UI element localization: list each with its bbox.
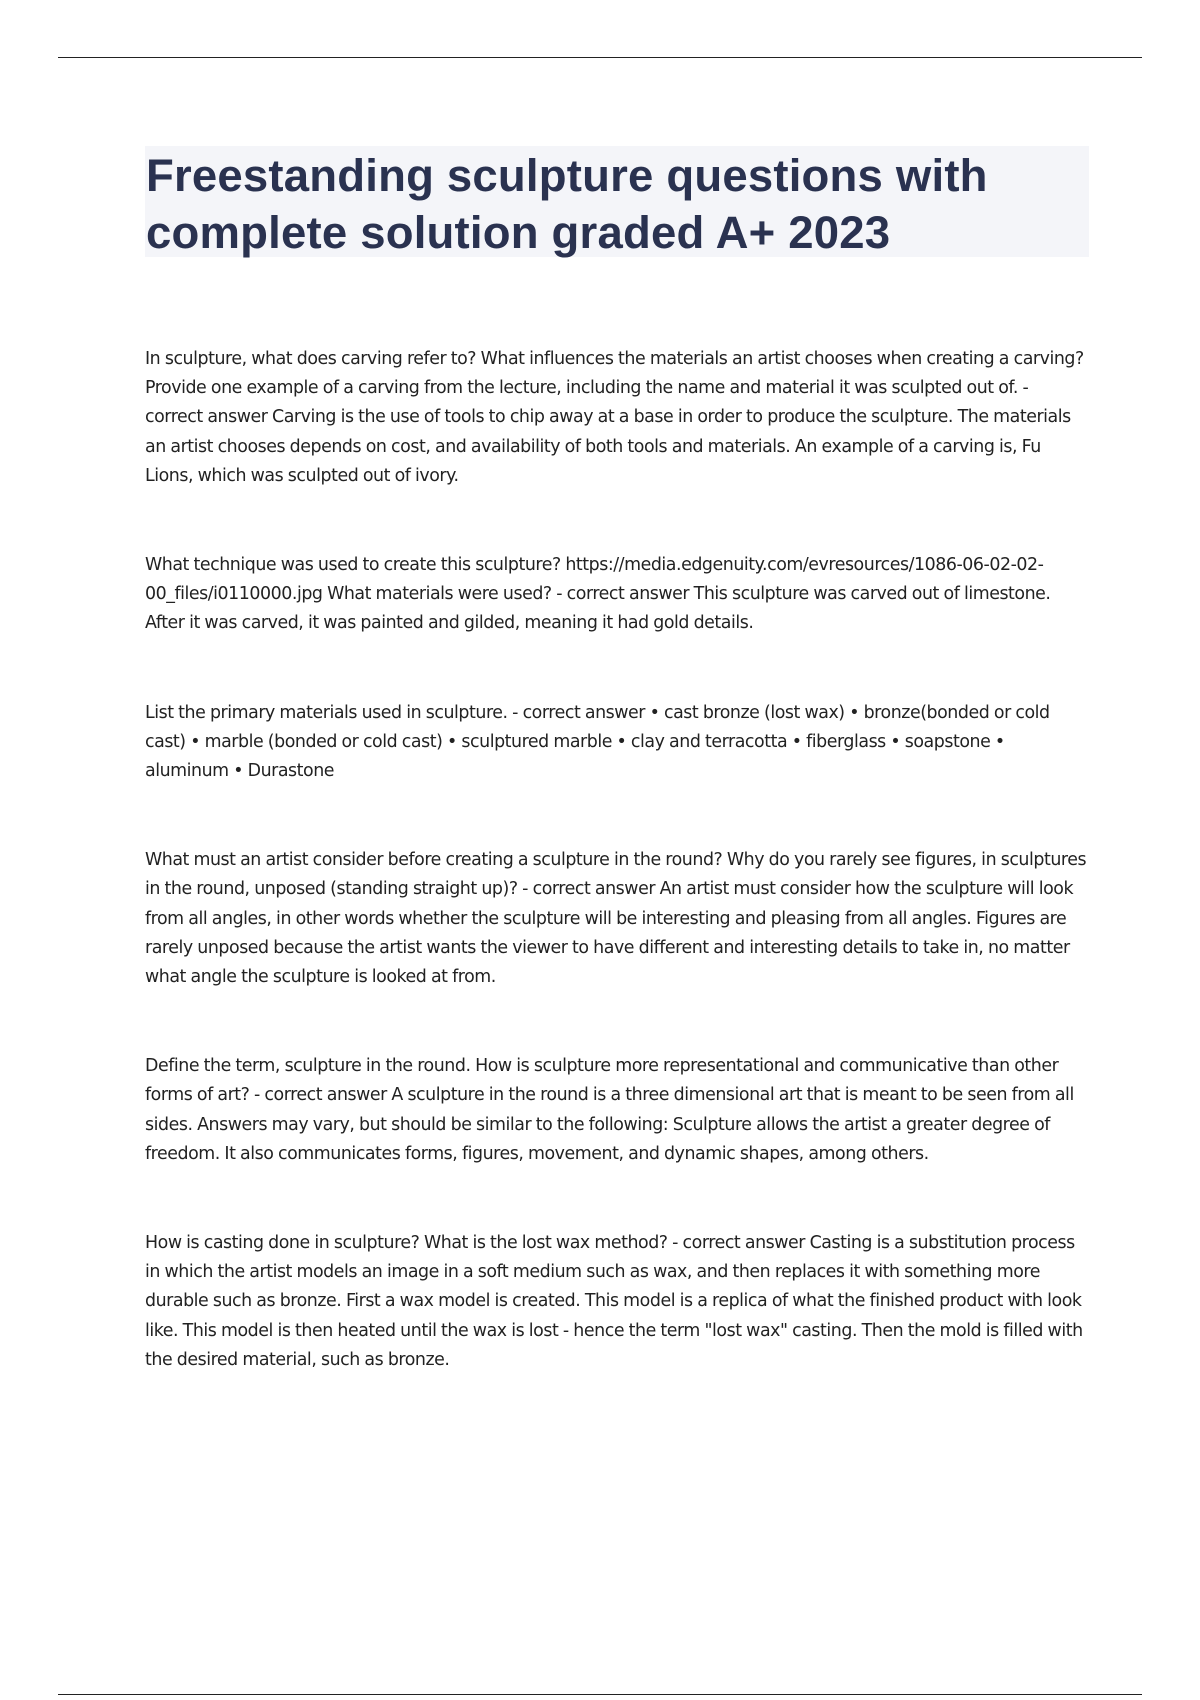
document-title: Freestanding sculpture questions with complete solution graded A+ 2023 [146,150,988,258]
qa-entry-technique: What technique was used to create this sculpture? https://media.edgenuity.com/evresources/1086-06-02-02-00_files/i0110000.jpg What materials were used? - correct answer This sculpture was carved out of limestone. After it was carved, it was painted and gilded, meaning it had gold details. [145,555,1051,634]
qa-entry-in-the-round-define: Define the term, sculpture in the round. How is sculpture more representational and communicative than other forms of art? - correct answer A sculpture in the round is a three dimensional art that is meant to be seen from all sides. Answers may vary, but should be similar to the following: Sculpture allows the artist a greater degree of freedom. It also communicates forms, figures, movement, and dynamic shapes, among others. [145,1056,1074,1164]
qa-entry-materials: List the primary materials used in sculpture. - correct answer • cast bronze (lost wax) • bronze(bonded or cold cast) • marble (bonded or cold cast) • sculptured marble • clay and terracotta • fiberglass • soapstone • aluminum • Durastone [145,702,1050,782]
question-answer-list [145,345,1090,1435]
qa-entry-in-the-round-consider: What must an artist consider before creating a sculpture in the round? Why do you rarely see figures, in sculptures in the round, unposed (standing straight up)? - correct answer An artist must consider how the sculpture will look from all angles, in other words whether the sculpture will be interesting and pleasing from all angles. Figures are rarely unposed because the artist wants the viewer to have different and interesting details to take in, no matter what angle the sculpture is looked at from. [145,850,1087,988]
title-banner [145,146,1089,257]
qa-entry-carving: In sculpture, what does carving refer to? What influences the materials an artist chooses when creating a carving? Provide one example of a carving from the lecture, including the name and material it was sculpted out of. - correct answer Carving is the use of tools to chip away at a base in order to produce the sculpture. The materials an artist chooses depends on cost, and availability of both tools and materials. An example of a carving is, Fu Lions, which was sculpted out of ivory. [145,349,1084,486]
bottom-divider [58,1694,1142,1695]
qa-entry-casting: How is casting done in sculpture? What is the lost wax method? - correct answer Casting is a substitution process in which the artist models an image in a soft medium such as wax, and then replaces it with something more durable such as bronze. First a wax model is created. This model is a replica of what the finished product with look like. This model is then heated until the wax is lost - hence the term "lost wax" casting. Then the mold is filled with the desired material, such as bronze. [145,1233,1083,1370]
top-divider [58,57,1142,58]
